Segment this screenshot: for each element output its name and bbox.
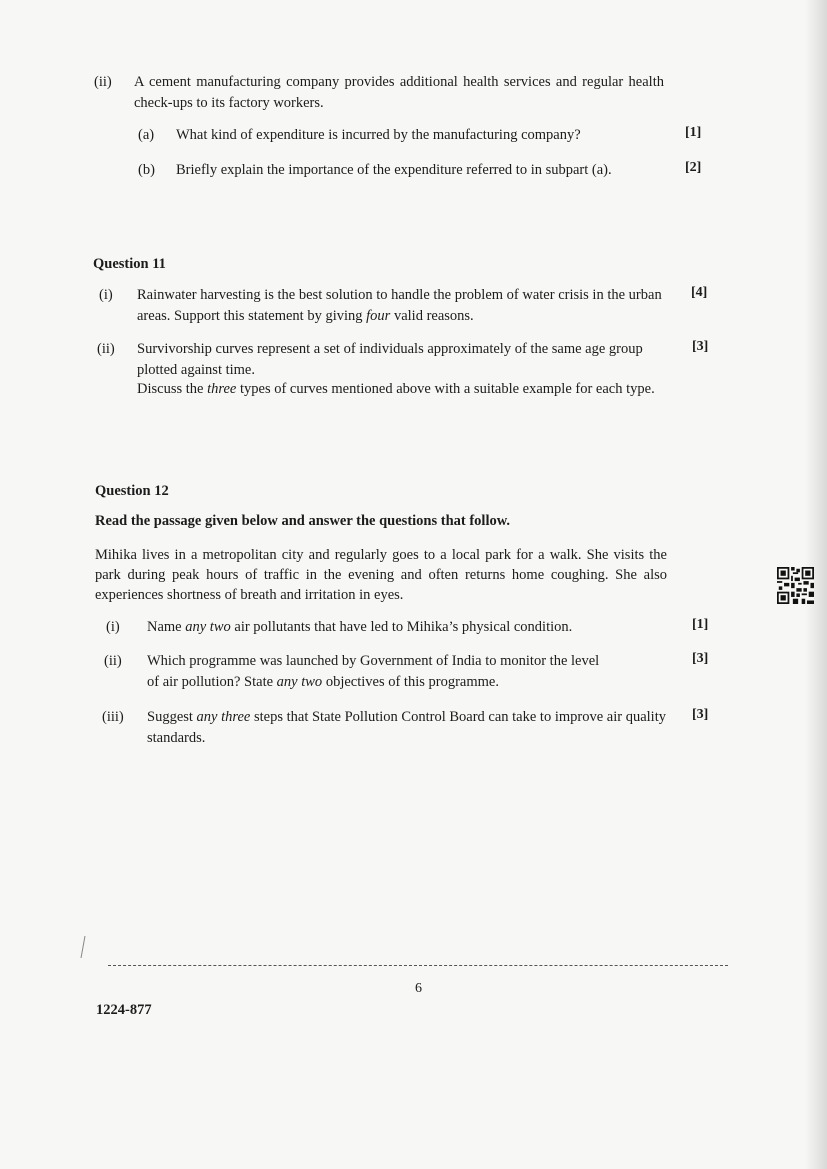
- q11-ii-text: Survivorship curves represent a set of individuals approximately of the same age group plotted against time.: [137, 341, 643, 378]
- q11-ii-marks: [3]: [692, 339, 709, 354]
- q11-i-marks: [4]: [691, 285, 708, 300]
- q11-ii-emphasis: three: [207, 381, 237, 397]
- q12-i-marks: [1]: [692, 617, 709, 632]
- pen-mark: [80, 936, 86, 958]
- q12-i-before: Name: [147, 619, 186, 635]
- q12-iii-text: [147, 707, 675, 749]
- page-number: 6: [415, 981, 422, 996]
- q11-i-text-before: Rainwater harvesting is the best solution to handle the problem of water crisis in the urban areas. Support this statement by giving: [137, 287, 662, 324]
- q12-i-emphasis: any two: [185, 619, 231, 635]
- q12-i-after: air pollutants that have led to Mihika’s physical condition.: [230, 619, 573, 635]
- q10-a-text: What kind of expenditure is incurred by the manufacturing company?: [176, 127, 581, 143]
- q12-iii-marks: [3]: [692, 707, 709, 722]
- question-11-title: Question 11: [93, 256, 166, 272]
- q11-i-emphasis: four: [366, 308, 391, 324]
- q12-ii-number: (ii): [104, 653, 122, 669]
- q10-b-text: Briefly explain the importance of the expenditure referred to in subpart (a).: [176, 162, 612, 178]
- q12-ii-line-1: Which programme was launched by Government of India to monitor the level: [147, 653, 600, 669]
- q12-i-text: [147, 617, 677, 638]
- q10-ii-text: A cement manufacturing company provides additional health services and regular health check-ups to its factory workers.: [134, 74, 664, 111]
- qr-code-icon: [777, 567, 814, 604]
- q11-ii-text2-after: types of curves mentioned above with a suitable example for each type.: [236, 381, 655, 397]
- q12-passage: Mihika lives in a metropolitan city and regularly goes to a local park for a walk. She visits the park during peak hours of traffic in the evening and often returns home coughing. She also experiences shortness of breath and irritation in eyes.: [95, 547, 667, 603]
- q12-instruction: Read the passage given below and answer the questions that follow.: [95, 513, 511, 529]
- q11-i-text: [137, 285, 669, 327]
- q10-b-number: (b): [138, 162, 155, 178]
- q12-iii-after: steps that State Pollution Control Board can take to improve air quality standards.: [147, 709, 666, 746]
- q10-a-number: (a): [138, 127, 155, 143]
- footer-divider: [108, 965, 728, 966]
- q12-ii-line2-before: of air pollution? State: [147, 674, 277, 690]
- q10-ii-number: (ii): [94, 74, 112, 90]
- q12-i-number: (i): [106, 619, 120, 635]
- q12-ii-line-2: [147, 672, 677, 693]
- paper-code: 1224-877: [96, 1002, 152, 1018]
- q12-iii-number: (iii): [102, 709, 124, 725]
- question-12-title: Question 12: [95, 483, 169, 499]
- q11-ii-number: (ii): [97, 341, 115, 357]
- q12-ii-emphasis: any two: [276, 674, 323, 690]
- q10-a-marks: [1]: [685, 125, 702, 140]
- q12-ii-line2-after: objectives of this programme.: [322, 674, 499, 690]
- q10-b-marks: [2]: [685, 160, 702, 175]
- q11-i-number: (i): [99, 287, 113, 303]
- q11-ii-text2-before: Discuss the: [137, 381, 208, 397]
- q11-i-text-after: valid reasons.: [390, 308, 474, 324]
- q12-iii-before: Suggest: [147, 709, 197, 725]
- q12-iii-emphasis: any three: [196, 709, 251, 725]
- q11-ii-text-2: [137, 379, 667, 400]
- q12-ii-marks: [3]: [692, 651, 709, 666]
